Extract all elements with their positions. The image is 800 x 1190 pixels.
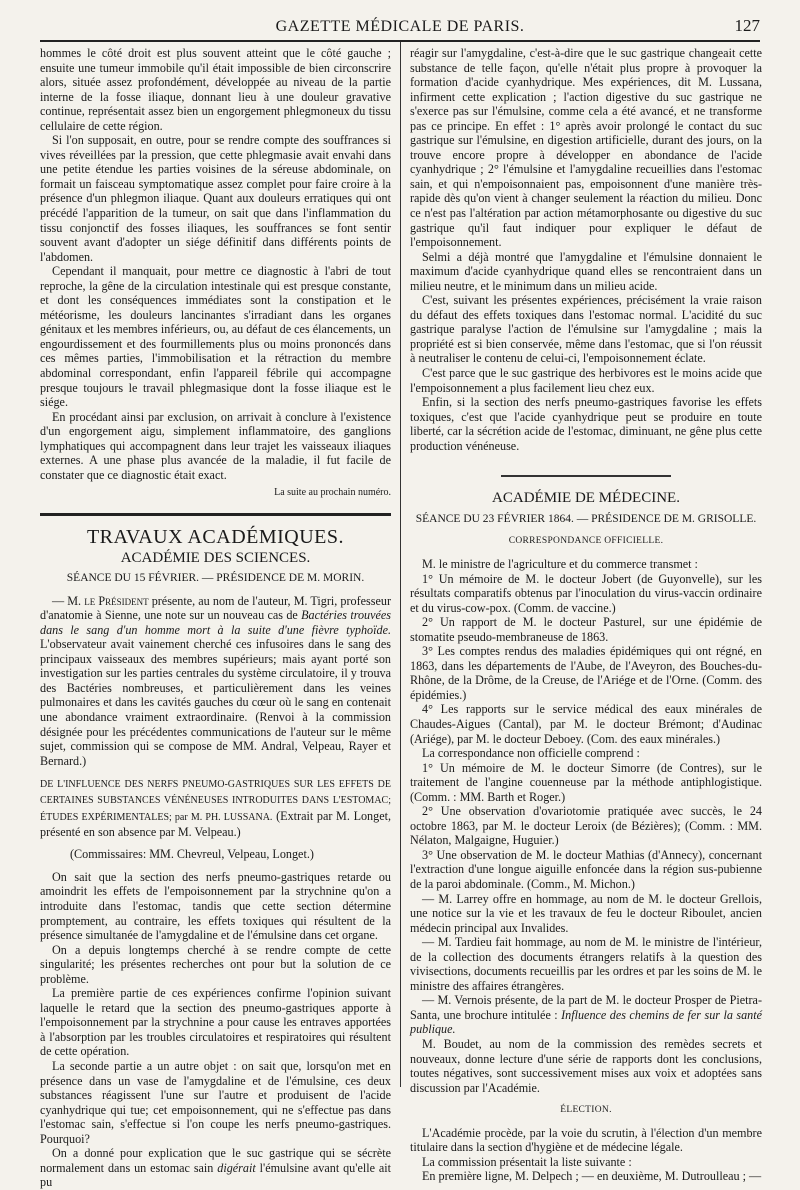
academy-title: ACADÉMIE DES SCIENCES. <box>120 549 311 566</box>
section-title: TRAVAUX ACADÉMIQUES. <box>86 525 345 548</box>
seance-line: SÉANCE DU 15 FÉVRIER. — PRÉSIDENCE DE M. MORIN. <box>66 572 365 585</box>
list-item: 2° Une observation d'ovariotomie pratiquée avec succès, le 24 octobre 1863, par M. le docteur Leroix (de Bézières); (Comm. : MM. Nélaton, Malgaigne, Huguier.) <box>410 804 762 848</box>
paragraph: En procédant ainsi par exclusion, on arrivait à conclure à l'existence d'un engorgement aigu, simplement inflammatoire, des ganglions lymphatiques qui accompagnent dans leur trajet les vaisseaux iliaques externes. A une phase plus avancée de la maladie, il fut facile de constater que ce diagnostic était exact. <box>40 409 391 482</box>
paragraph-vernois: — M. Vernois présente, de la part de M. le docteur Prosper de Pietra-Santa, une brochure intitulée : Influence des chemins de fer sur la santé publique. <box>410 993 762 1037</box>
paragraph: L'Académie procède, par la voie du scrutin, à l'élection d'un membre titulaire dans la section d'hygiène et de médecine légale. <box>410 1125 762 1155</box>
list-item: 3° Les comptes rendus des maladies épidémiques qui ont régné, en 1863, dans les départements de l'Aube, de l'Aveyron, des Bouches-du-Rhône, de la Drôme, de la Creuse, de l'Ariége et de l'Orne. (Comm. des épidémies.) <box>410 644 762 702</box>
paragraph: Cependant il manquait, pour mettre ce diagnostic à l'abri de tout reproche, la gêne de la circulation intestinale qui est presque constante, et dont les conséquences immédiates sont la constipation et le météorisme, les douleurs lancinantes s'irradiant dans les organes génitaux et les membres inférieurs, ou, au défaut de ces élancements, un engourdissement et des fourmillements plus ou moins prononcés dans ces mêmes parties, l'immobilisation et la rétraction du membre abdominal correspondant, enfin l'appareil fébrile qui accompagne presque toujours le travail phlegmasique dont la fosse iliaque est le siége. <box>40 264 391 410</box>
list-item: 4° Les rapports sur le service médical des eaux minérales de Chaudes-Aigues (Cantal), par M. le docteur Brémont; d'Audinac (Ariége), par M. le docteur Deboey. (Com. des eaux minérales.) <box>410 702 762 746</box>
paragraph: Enfin, si la section des nerfs pneumo-gastriques favorise les effets toxiques, c'est que l'acide cyanhydrique peut se produire en toute liberté, car la sécrétion acide de l'estomac, diminuant, ne gêne plus cette production vénéneuse. <box>410 395 762 453</box>
paragraph: La première partie de ces expériences confirme l'opinion suivant laquelle le retard que la section des pneumo-gastriques apporte à l'empoisonnement par la strychnine a pour cause les entraves apportées à l'absorption par les troubles circulatoires et respiratoires qui résultent de cette opération. <box>40 986 391 1059</box>
paragraph: On sait que la section des nerfs pneumo-gastriques retarde ou amoindrit les effets de l'empoisonnement par la strychnine qu'on a introduite dans l'estomac, tandis que cette section détermine promptement, au contraire, les effets toxiques qui résultent de la présence simultanée de l'amygdaline et de l'émulsine dans cet organe. <box>40 869 391 943</box>
paragraph: M. Boudet, au nom de la commission des remèdes secrets et nouveaux, donne lecture d'une série de rapports dont les conclusions, toutes négatives, sont successivement mises aux voix et adoptées sans discussion par l'Académie. <box>410 1037 762 1095</box>
paragraph: En première ligne, M. Delpech ; — en deuxième, M. Dutroulleau ; — <box>422 1169 762 1184</box>
election-heading: ÉLECTION. <box>560 1105 612 1116</box>
correspondance-heading: CORRESPONDANCE OFFICIELLE. <box>508 536 664 547</box>
paragraph: hommes le côté droit est plus souvent atteint que le côté gauche ; ensuite une tumeur immobile qu'il était impossible de bien circonscrire alors, située assez profondément, développée au niveau de la partie interne de la fosse iliaque, donnant lieu à une douleur gravative continue, représentait assez bien un engorgement phlegmoneux du tissu cellulaire de cette région. <box>40 46 391 133</box>
paragraph-last: On a donné pour explication que le suc gastrique qui se sécrète normalement dans un estomac sain digérait l'émulsine avant qu'elle ait pu <box>40 1146 391 1190</box>
continuation-note: La suite au prochain numéro. <box>274 487 391 499</box>
right-column <box>410 46 762 1184</box>
paragraph: réagir sur l'amygdaline, c'est-à-dire que le suc gastrique changeait cette substance de telle façon, qu'elle n'était plus propre à provoquer la formation d'acide cyanhydrique. Mes expériences, dit M. Lussana, infirment cette explication ; l'action digestive du suc gastrique ne s'exerce pas sur l'émulsine, comme cela a été avancé, et ne transforme pas ce principe. En effet : 1° après avoir prolongé le contact du suc gastrique sur l'émulsine, en digestion artificielle, durant des jours, on la trouve encore propre à développer en abondance de l'acide cyanhydrique ; 2° l'émulsine et l'amygdaline recueillies dans l'estomac sain, et qui n'empoisonnaient pas, empoisonnent d'une manière très-rapide dès qu'on vient à changer seulement la réaction du milieu. Donc ce n'est pas l'altération par action métamorphosante ou digestive du suc gastrique qu'il faut indiquer pour expliquer le défaut de l'empoisonnement. <box>410 46 762 250</box>
paragraph: La correspondance non officielle comprend : <box>422 746 640 761</box>
paragraph: Selmi a déjà montré que l'amygdaline et l'émulsine donnaient le maximum d'acide cyanhydrique quand elles se rencontraient dans un milieu neutre, et le minimum dans un milieu acide. <box>410 249 762 293</box>
page-number: 127 <box>734 16 760 35</box>
paragraph: La commission présentait la liste suivante : <box>422 1154 632 1169</box>
seance-line: SÉANCE DU 23 FÉVRIER 1864. — PRÉSIDENCE DE M. GRISOLLE. <box>415 512 757 525</box>
list-item: 2° Un rapport de M. le docteur Pasturel, sur une épidémie de stomatite pseudo-membraneuse de 1863. <box>410 615 762 644</box>
commissaires-line: (Commissaires: MM. Chevreul, Velpeau, Longet.) <box>70 847 314 862</box>
paragraph: — M. Larrey offre en hommage, au nom de M. le docteur Grellois, une notice sur la vie et les travaux de feu le docteur Riboulet, ancien médecin principal aux Invalides. <box>410 891 762 935</box>
section-rule <box>501 475 671 477</box>
journal-title: GAZETTE MÉDICALE DE PARIS. <box>275 18 525 35</box>
column-divider <box>400 42 401 1087</box>
left-column <box>40 46 392 1190</box>
paragraph: Si l'on supposait, en outre, pour se rendre compte des souffrances si vives réveillées par la pression, que cette phlegmasie avait envahi dans une petite étendue les parties voisines de la séreuse abdominale, on formait un faisceau symptomatique assez complet pour faire croire à la présence d'un phlegmon iliaque. Quant aux douleurs erratiques qui ont précédé l'apparition de la tumeur, on sait que dans l'inflammation du tissu conjonctif des fosses iliaques, les souffrances se font sentir souvent avant d'adopter un siége définitif dans différents points de l'abdomen. <box>40 133 391 264</box>
list-item: 3° Une observation de M. le docteur Mathias (d'Annecy), concernant l'extraction d'une longue aiguille enfoncée dans la région sus-pubienne de la paroi abdominale. (Comm., M. Michon.) <box>410 847 762 891</box>
paragraph: C'est, suivant les présentes expériences, précisément la vraie raison du défaut des effets toxiques dans l'estomac normal. L'acidité du suc gastrique paralyse l'action de l'émulsine sur l'amygdaline ; mais la propriété est si bien conservée, même dans l'estomac, que si l'on réussit à neutraliser le contenu de celui-ci, l'empoisonnement éclate. <box>410 293 762 366</box>
paragraph: C'est parce que le suc gastrique des herbivores est le moins acide que l'empoisonnement a plus facilement lieu chez eux. <box>410 366 762 395</box>
paragraph-president: — M. le Président présente, au nom de l'auteur, M. Tigri, professeur d'anatomie à Sienne, une note sur un nouveau cas de Bactéries trouvées dans le sang d'un homme mort à la suite d'une fièvre typhoïde. L'observateur avait vainement cherché ces infusoires dans le sang des principaux vaisseaux des membres supérieurs; mais ayant porté son investigation sur les parties centrales du système circulatoire, il y trouva des Bactéries nombreuses, et particulièrement dans les veines pulmonaires et dans les cavités gauches du cœur où le sang en contenait une abondance vraiment extraordinaire. (Renvoi à la commission désignée pour les précédentes communications de l'auteur sur le même sujet, commission qui se compose de MM. Andral, Velpeau, Rayer et Bernard.) <box>40 593 392 768</box>
section-rule <box>40 513 391 516</box>
influence-heading: DE L'INFLUENCE DES NERFS PNEUMO-GASTRIQUES SUR LES EFFETS DE CERTAINES SUBSTANCES VÉNÉNEUSES INTRODUITES DANS L'ESTOMAC; ÉTUDES EXPÉRIMENTALES; par M. PH. LUSSANA. (Extrait par M. Longet, présenté en son absence par M. Velpeau.) <box>40 779 391 839</box>
paragraph: — M. Tardieu fait hommage, au nom de M. le ministre de l'intérieur, de la collection des documents étrangers relatifs à la question des vivisections, documents recueillis par les ordres et par les soins de M. le ministre des affaires étrangères. <box>410 935 762 993</box>
list-item: 1° Un mémoire de M. le docteur Jobert (de Guyonvelle), sur les résultats comparatifs obtenus par l'inoculation du virus-vaccin ordinaire et du virus-cow-pox. (Comm. de vaccine.) <box>410 571 762 615</box>
page-header <box>40 14 760 42</box>
academy-title: ACADÉMIE DE MÉDECINE. <box>492 490 680 507</box>
list-item: 1° Un mémoire de M. le docteur Simorre (de Contres), sur le traitement de l'angine couenneuse par la méthode antiphlogistique. (Comm. : MM. Barth et Roger.) <box>410 760 762 804</box>
paragraph: M. le ministre de l'agriculture et du commerce transmet : <box>422 556 698 571</box>
paragraph: On a depuis longtemps cherché à se rendre compte de cette singularité; les présentes recherches ont pour but la solution de ce problème. <box>40 942 391 986</box>
paragraph: La seconde partie a un autre objet : on sait que, lorsqu'on met en présence dans un vase de l'amygdaline et de l'émulsine, ces deux substances réagissent l'une sur l'autre et produisent de l'acide cyanhydrique qui tue; cet empoisonnement, qui ne s'effectue pas dans l'estomac sain, s'effectue si l'on coupe les nerfs pneumo-gastriques. Pourquoi? <box>40 1058 391 1146</box>
